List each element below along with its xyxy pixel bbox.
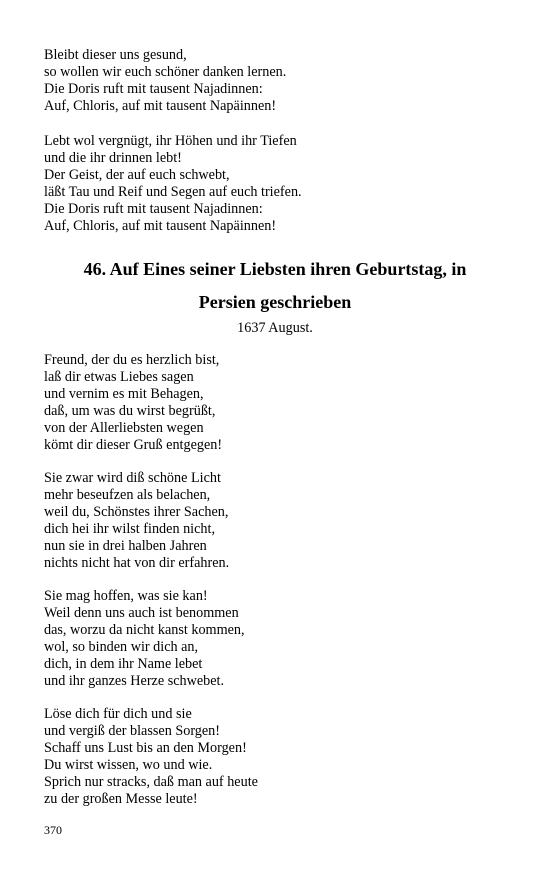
verse-line: von der Allerliebsten wegen [44,420,204,436]
poem-title-line-2: Persien geschrieben [198,292,352,312]
verse-line: dich hei ihr wilst finden nicht, [44,521,216,537]
verse-line: Freund, der du es herzlich bist, [44,352,220,368]
verse-line: Auf, Chloris, auf mit tausent Napäinnen! [44,218,277,234]
poem-stanza-2 [44,470,514,572]
verse-line: daß, um was du wirst begrüßt, [44,403,216,419]
verse-line: Sie zwar wird diß schöne Licht [44,470,221,486]
verse-line: Auf, Chloris, auf mit tausent Napäinnen! [44,98,277,114]
verse-line: weil du, Schönstes ihrer Sachen, [44,504,229,520]
verse-line: Die Doris ruft mit tausent Najadinnen: [44,81,263,97]
verse-line: und vernim es mit Behagen, [44,386,204,402]
verse-line: läßt Tau und Reif und Segen auf euch triefen. [44,184,302,200]
verse-line: Bleibt dieser uns gesund, [44,47,187,63]
verse-line: Lebt wol vergnügt, ihr Höhen und ihr Tiefen [44,133,297,149]
verse-line: und die ihr drinnen lebt! [44,150,182,166]
verse-line: Schaff uns Lust bis an den Morgen! [44,740,247,756]
verse-line: wol, so binden wir dich an, [44,639,199,655]
poem-stanza-3 [44,588,514,690]
poem-title-line-1: 46. Auf Eines seiner Liebsten ihren Geburtstag, in [83,259,467,279]
verse-line: Löse dich für dich und sie [44,706,192,722]
top-stanza-1 [44,47,514,115]
verse-line: nichts nicht hat von dir erfahren. [44,555,230,571]
page-number: 370 [44,823,62,837]
verse-line: dich, in dem ihr Name lebet [44,656,203,672]
verse-line: Die Doris ruft mit tausent Najadinnen: [44,201,263,217]
verse-line: und vergiß der blassen Sorgen! [44,723,220,739]
verse-line: Der Geist, der auf euch schwebt, [44,167,230,183]
verse-line: Sie mag hoffen, was sie kan! [44,588,208,604]
top-stanza-2 [44,133,514,235]
verse-line: Du wirst wissen, wo und wie. [44,757,213,773]
verse-line: und ihr ganzes Herze schwebet. [44,673,225,689]
verse-line: mehr beseufzen als belachen, [44,487,211,503]
verse-line: nun sie in drei halben Jahren [44,538,207,554]
verse-line: kömt dir dieser Gruß entgegen! [44,437,223,453]
verse-line: zu der großen Messe leute! [44,791,198,807]
verse-line: Sprich nur stracks, daß man auf heute [44,774,258,790]
poem-stanza-1 [44,352,514,454]
verse-line: Weil denn uns auch ist benommen [44,605,239,621]
verse-line: so wollen wir euch schöner danken lernen. [44,64,287,80]
verse-line: laß dir etwas Liebes sagen [44,369,194,385]
poem-date: 1637 August. [237,320,313,336]
verse-line: das, worzu da nicht kanst kommen, [44,622,245,638]
poem-stanza-4 [44,706,514,808]
